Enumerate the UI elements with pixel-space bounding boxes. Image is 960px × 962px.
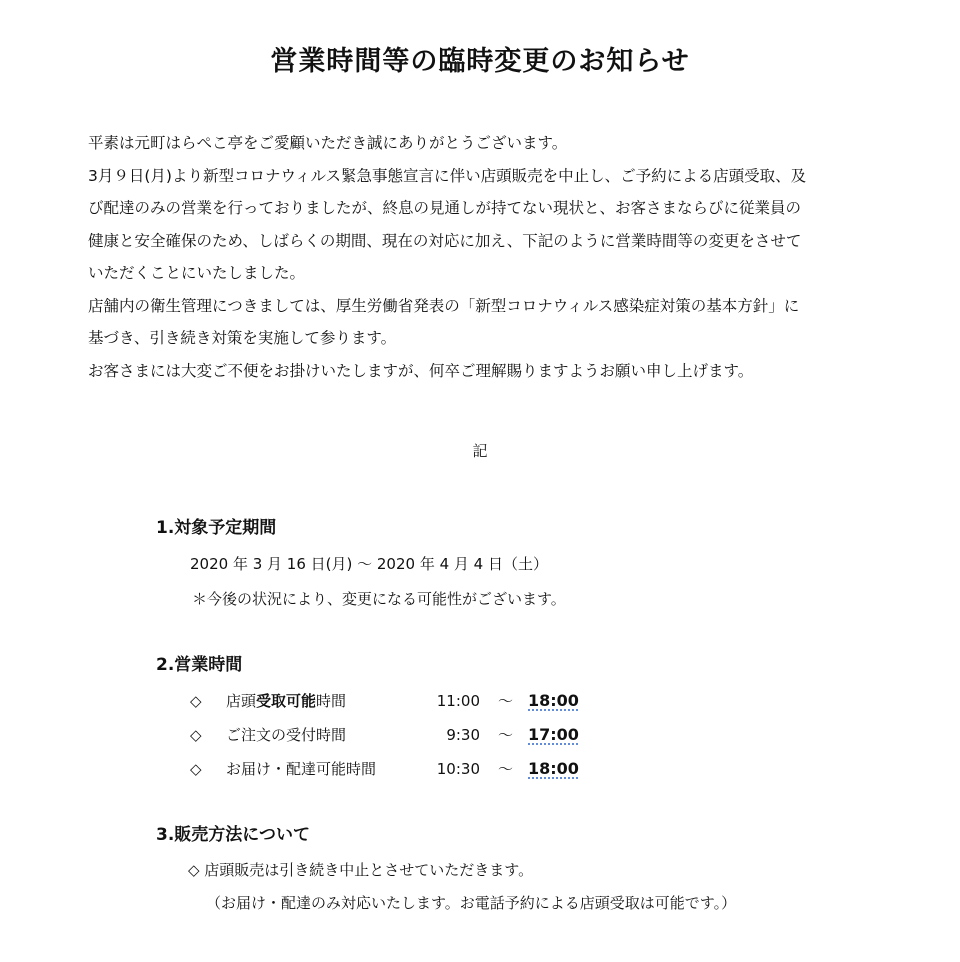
sales-line: ◇ 店頭販売は引き続き中止とさせていただきます。 xyxy=(188,861,534,879)
close-time: 17:00 xyxy=(528,725,579,744)
diamond-bullet: ◇ xyxy=(190,692,202,710)
intro-paragraph xyxy=(88,127,888,387)
open-time: 10:30 xyxy=(436,760,480,778)
intro-line: いただくことにいたしました。 xyxy=(88,264,306,282)
section-heading-hours: 2.営業時間 xyxy=(156,655,243,675)
hours-row-pickup xyxy=(190,688,610,714)
period-note: ＊今後の状況により、変更になる可能性がございます。 xyxy=(192,590,566,608)
hours-label: ご注文の受付時間 xyxy=(226,726,347,744)
range-tilde: ～ xyxy=(498,760,514,778)
section-heading-sales: 3.販売方法について xyxy=(156,825,310,845)
diamond-bullet: ◇ xyxy=(190,726,202,744)
intro-line: 3月９日(月)より新型コロナウィルス緊急事態宣言に伴い店頭販売を中止し、ご予約による店頭受取、及 xyxy=(88,166,807,185)
intro-line: び配達のみの営業を行っておりましたが、終息の見通しが持てない現状と、お客さまならびに従業員の xyxy=(88,199,802,217)
open-time: 11:00 xyxy=(436,692,480,710)
section-heading-period: 1.対象予定期間 xyxy=(156,518,277,538)
intro-line: 平素は元町はらぺこ亭をご愛顧いただき誠にありがとうございます。 xyxy=(88,134,568,152)
ki-marker: 記 xyxy=(472,442,488,460)
hours-label: 店頭受取可能時間 xyxy=(226,692,347,710)
close-time: 18:00 xyxy=(528,691,579,710)
hours-row-order xyxy=(190,722,610,748)
diamond-bullet: ◇ xyxy=(190,760,202,778)
intro-line: 健康と安全確保のため、しばらくの期間、現在の対応に加え、下記のように営業時間等の変更をさせて xyxy=(88,231,802,250)
sales-note: （お届け・配達のみ対応いたします。お電話予約による店頭受取は可能です。） xyxy=(206,894,737,912)
page-title: 営業時間等の臨時変更のお知らせ xyxy=(270,46,690,77)
range-tilde: ～ xyxy=(498,692,514,710)
hours-label: お届け・配達可能時間 xyxy=(226,760,377,778)
period-text: 2020 年 3 月 16 日(月) ～ 2020 年 4 月 4 日（土） xyxy=(190,555,548,573)
hours-row-delivery xyxy=(190,756,610,782)
open-time: 9:30 xyxy=(446,726,480,744)
intro-line: 基づき、引き続き対策を実施して参ります。 xyxy=(88,329,397,347)
close-time: 18:00 xyxy=(528,759,579,778)
intro-line: 店舗内の衛生管理につきましては、厚生労働省発表の「新型コロナウィルス感染症対策の基本方針」に xyxy=(88,296,800,315)
range-tilde: ～ xyxy=(498,726,514,744)
intro-line: お客さまには大変ご不便をお掛けいたしますが、何卒ご理解賜りますようお願い申し上げます。 xyxy=(88,361,754,380)
